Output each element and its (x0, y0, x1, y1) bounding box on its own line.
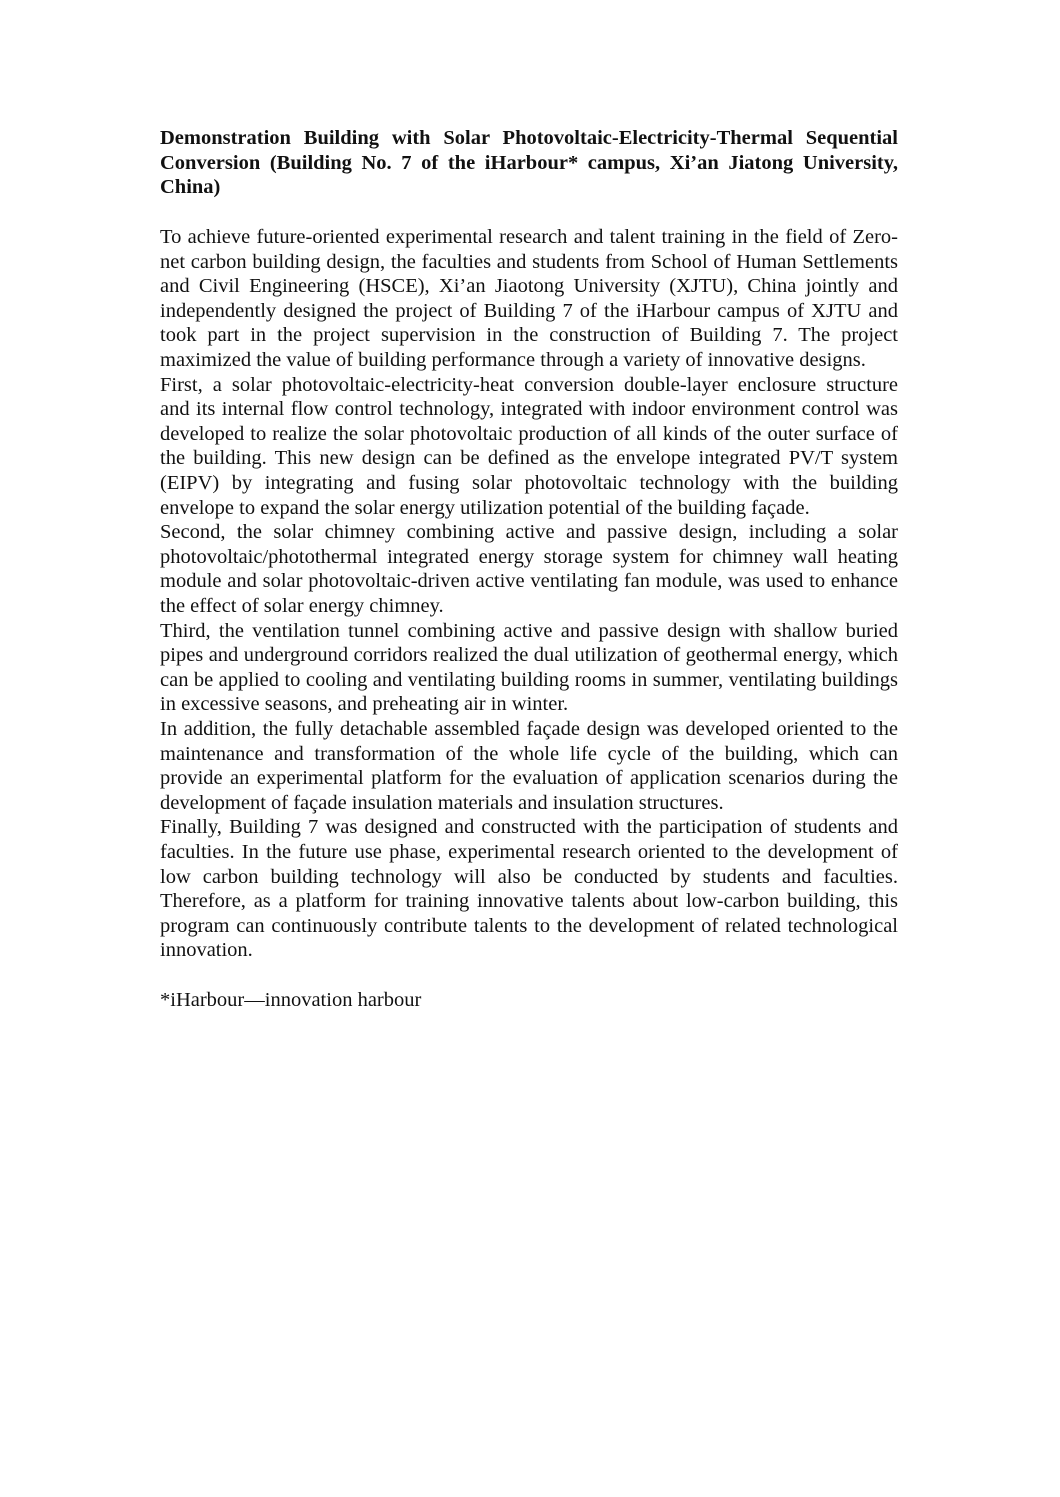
paragraph-addition: In addition, the fully detachable assembled façade design was developed oriented to the maintenance and transformation of the whole life cycle of the building, which can provide an experimental platform for the evaluation of application scenarios during the development of façade insulation materials and insulation structures. (160, 717, 898, 814)
paragraph-finally: Finally, Building 7 was designed and constructed with the participation of students and faculties. In the future use phase, experimental research oriented to the development of low carbon building technology will also be conducted by students and faculties. Therefore, as a platform for training innovative talents about low-carbon building, this program can continuously contribute talents to the development of related technological innovation. (160, 816, 898, 962)
paragraph-intro: To achieve future-oriented experimental research and talent training in the field of Zero-net carbon building design, the faculties and students from School of Human Settlements and Civil Engineering (HSCE), Xi’an Jiaotong University (XJTU), China jointly and independently designed the project of Building 7 of the iHarbour campus of XJTU and took part in the project supervision in the construction of Building 7. The project maximized the value of building performance through a variety of innovative designs. (160, 226, 898, 372)
paragraph-third: Third, the ventilation tunnel combining active and passive design with shallow buried pipes and underground corridors realized the dual utilization of geothermal energy, which can be applied to cooling and ventilating building rooms in summer, ventilating buildings in excessive seasons, and preheating air in winter. (160, 619, 898, 716)
document-title: Demonstration Building with Solar Photovoltaic-Electricity-Thermal Sequential Conversion (Building No. 7 of the iHarbour* campus, Xi’an Jiatong University, China) (160, 127, 898, 199)
footnote: *iHarbour—innovation harbour (160, 988, 422, 1011)
paragraph-first: First, a solar photovoltaic-electricity-heat conversion double-layer enclosure structure and its internal flow control technology, integrated with indoor environment control was developed to realize the solar photovoltaic production of all kinds of the outer surface of the building. This new design can be defined as the envelope integrated PV/T system (EIPV) by integrating and fusing solar photovoltaic technology with the building envelope to expand the solar energy utilization potential of the building façade. (160, 373, 898, 519)
document-body (160, 126, 898, 1013)
paragraph-second: Second, the solar chimney combining active and passive design, including a solar photovoltaic/photothermal integrated energy storage system for chimney wall heating module and solar photovoltaic-driven active ventilating fan module, was used to enhance the effect of solar energy chimney. (160, 521, 898, 618)
